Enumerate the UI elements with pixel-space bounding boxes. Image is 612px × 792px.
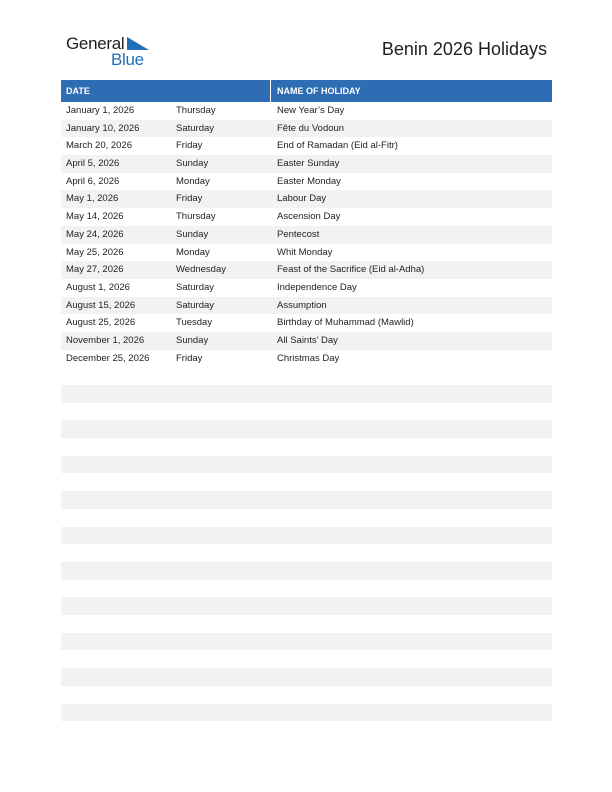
cell-weekday: Tuesday	[176, 317, 213, 329]
blank-row	[61, 385, 552, 403]
table-row	[61, 314, 552, 332]
cell-holiday-name: Pentecost	[277, 228, 320, 240]
page-title: Benin 2026 Holidays	[381, 39, 547, 59]
cell-holiday-name: Ascension Day	[277, 211, 341, 223]
cell-weekday: Saturday	[176, 122, 215, 134]
table-row	[61, 208, 552, 226]
cell-holiday-name: Whit Monday	[277, 246, 333, 258]
cell-holiday-name: Independence Day	[277, 281, 357, 293]
cell-date: May 27, 2026	[66, 264, 124, 276]
cell-weekday: Wednesday	[176, 264, 226, 276]
holiday-table	[61, 80, 552, 367]
cell-date: November 1, 2026	[66, 334, 145, 346]
table-row	[61, 102, 552, 120]
cell-weekday: Monday	[176, 175, 210, 187]
table-row	[61, 279, 552, 297]
table-row	[61, 297, 552, 315]
blank-row	[61, 420, 552, 438]
table-header	[61, 80, 552, 102]
table-body	[61, 102, 552, 367]
cell-date: May 14, 2026	[66, 211, 124, 223]
cell-holiday-name: Assumption	[277, 299, 327, 311]
cell-date: May 24, 2026	[66, 228, 124, 240]
cell-holiday-name: End of Ramadan (Eid al-Fitr)	[277, 140, 398, 152]
blank-row	[61, 704, 552, 722]
blank-row	[61, 491, 552, 509]
cell-date: August 1, 2026	[66, 281, 130, 293]
blank-row	[61, 597, 552, 615]
cell-weekday: Saturday	[176, 281, 215, 293]
table-row	[61, 226, 552, 244]
logo-text-general: General	[66, 34, 125, 53]
cell-date: April 5, 2026	[66, 158, 120, 170]
blank-row	[61, 456, 552, 474]
logo-triangle-icon	[125, 37, 151, 51]
cell-weekday: Sunday	[176, 228, 209, 240]
blank-row	[61, 527, 552, 545]
table-row	[61, 173, 552, 191]
cell-holiday-name: Labour Day	[277, 193, 327, 205]
cell-holiday-name: Fête du Vodoun	[277, 122, 345, 134]
cell-date: May 25, 2026	[66, 246, 124, 258]
table-row	[61, 261, 552, 279]
cell-weekday: Saturday	[176, 299, 215, 311]
logo-text-blue: Blue	[111, 50, 144, 69]
cell-weekday: Sunday	[176, 158, 209, 170]
cell-date: August 25, 2026	[66, 317, 136, 329]
blank-row	[61, 633, 552, 651]
brand-logo	[66, 34, 156, 68]
cell-holiday-name: All Saints’ Day	[277, 334, 338, 346]
header-holiday-name: NAME OF HOLIDAY	[277, 86, 361, 96]
table-row	[61, 332, 552, 350]
cell-holiday-name: Christmas Day	[277, 352, 340, 364]
cell-weekday: Friday	[176, 193, 203, 205]
cell-weekday: Monday	[176, 246, 210, 258]
cell-date: May 1, 2026	[66, 193, 119, 205]
table-row	[61, 120, 552, 138]
blank-row	[61, 562, 552, 580]
cell-weekday: Thursday	[176, 211, 216, 223]
cell-date: December 25, 2026	[66, 352, 150, 364]
cell-holiday-name: Birthday of Muhammad (Mawlid)	[277, 317, 414, 329]
cell-holiday-name: Feast of the Sacrifice (Eid al-Adha)	[277, 264, 425, 276]
cell-holiday-name: Easter Sunday	[277, 158, 340, 170]
cell-holiday-name: Easter Monday	[277, 175, 341, 187]
cell-weekday: Friday	[176, 352, 203, 364]
table-row	[61, 155, 552, 173]
cell-date: March 20, 2026	[66, 140, 133, 152]
cell-holiday-name: New Year’s Day	[277, 105, 345, 116]
cell-date: April 6, 2026	[66, 175, 120, 187]
cell-date: January 10, 2026	[66, 122, 140, 134]
blank-row	[61, 668, 552, 686]
table-row	[61, 190, 552, 208]
table-row	[61, 350, 552, 368]
cell-weekday: Friday	[176, 140, 203, 152]
cell-date: August 15, 2026	[66, 299, 136, 311]
header-date: DATE	[61, 80, 271, 102]
table-row	[61, 137, 552, 155]
cell-date: January 1, 2026	[66, 105, 135, 116]
cell-weekday: Thursday	[176, 105, 216, 116]
cell-weekday: Sunday	[176, 334, 209, 346]
table-row	[61, 244, 552, 262]
